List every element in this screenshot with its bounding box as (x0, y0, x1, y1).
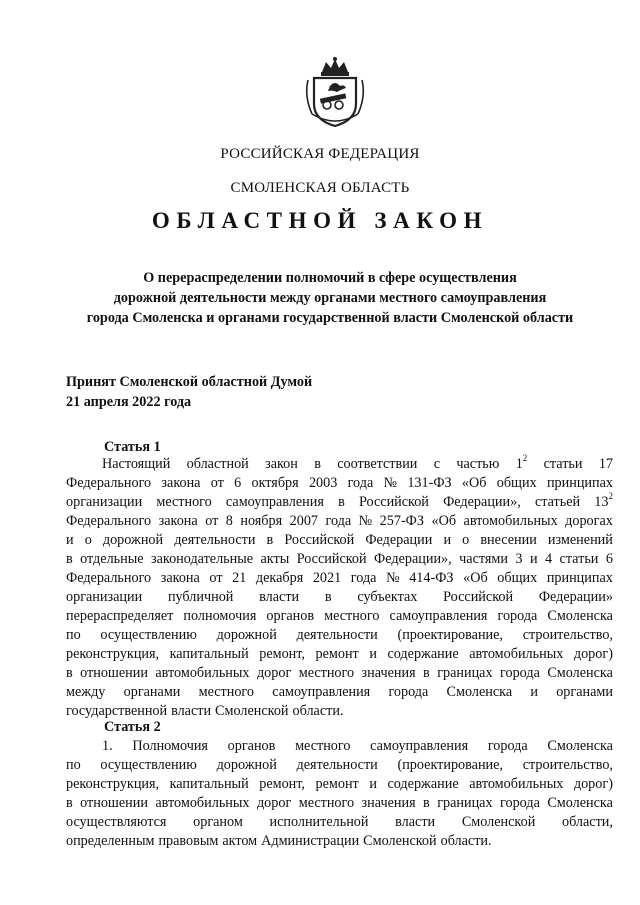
country-heading: РОССИЙСКАЯ ФЕДЕРАЦИЯ (220, 146, 420, 162)
text-line: реконструкция, капитальный ремонт, ремонт и содержание автомобильных дорог) (66, 646, 613, 662)
text-line: в отношении автомобильных дорог местного значения в границах города Смоленска (66, 795, 613, 811)
text-line: в отношении автомобильных дорог местного значения в границах города Смоленска (66, 665, 613, 681)
text-line: перераспределяет полномочия органов местного самоуправления города Смоленска (66, 608, 613, 624)
text-line: Федерального закона от 6 октября 2003 года № 131-ФЗ «Об общих принципах (66, 475, 613, 491)
text-line: Федерального закона от 21 декабря 2021 года № 414-ФЗ «Об общих принципах (66, 570, 613, 586)
law-title (60, 268, 600, 328)
text-line: организации публичной власти в субъектах Российской Федерации» (66, 589, 613, 605)
adopted-by: Принят Смоленской областной Думой (66, 374, 313, 390)
law-title-line: дорожной деятельности между органами местного самоуправления (113, 290, 547, 306)
text-line: и о дорожной деятельности в Российской Федерации и о внесении изменений (66, 532, 613, 548)
article-1-heading: Статья 1 (104, 439, 161, 455)
text-line: осуществляются органом исполнительной власти Смоленской области, (66, 814, 613, 830)
article-2-text (66, 737, 613, 851)
text-line: Федерального закона от 8 ноября 2007 года № 257-ФЗ «Об автомобильных дорогах (66, 513, 613, 529)
text-line: в отдельные законодательные акты Российской Федерации», частями 3 и 4 статьи 6 (66, 551, 613, 567)
adoption-info (66, 372, 312, 412)
article-1-text (66, 455, 613, 721)
text-line: государственной власти Смоленской области. (66, 703, 344, 719)
text-line: реконструкция, капитальный ремонт, ремонт и содержание автомобильных дорог) (66, 776, 613, 792)
law-title-line: О перераспределении полномочий в сфере осуществления (143, 270, 517, 286)
text-line: между органами местного самоуправления города Смоленска и органами (66, 684, 613, 700)
text-line: 1. Полномочия органов местного самоуправления города Смоленска (102, 738, 613, 754)
text-line: организации местного самоуправления в Российской Федерации», статьей $13^2$ (66, 491, 613, 510)
article-2-heading: Статья 2 (104, 719, 161, 735)
smolensk-coat-of-arms-icon (304, 56, 366, 128)
adoption-date: 21 апреля 2022 года (66, 394, 192, 410)
text-line: по осуществлению дорожной деятельности (проектирование, строительство, (66, 757, 613, 773)
document-type-heading: ОБЛАСТНОЙ ЗАКОН (151, 208, 489, 233)
text-line: определенным правовым актом Администрации Смоленской области. (66, 833, 492, 849)
region-heading: СМОЛЕНСКАЯ ОБЛАСТЬ (230, 180, 410, 196)
law-title-line: города Смоленска и органами государственной власти Смоленской области (86, 310, 574, 326)
text-line: по осуществлению дорожной деятельности (проектирование, строительство, (66, 627, 613, 643)
text-line: Настоящий областной закон в соответствии с частью $1^2$ статьи 17 (102, 453, 613, 472)
